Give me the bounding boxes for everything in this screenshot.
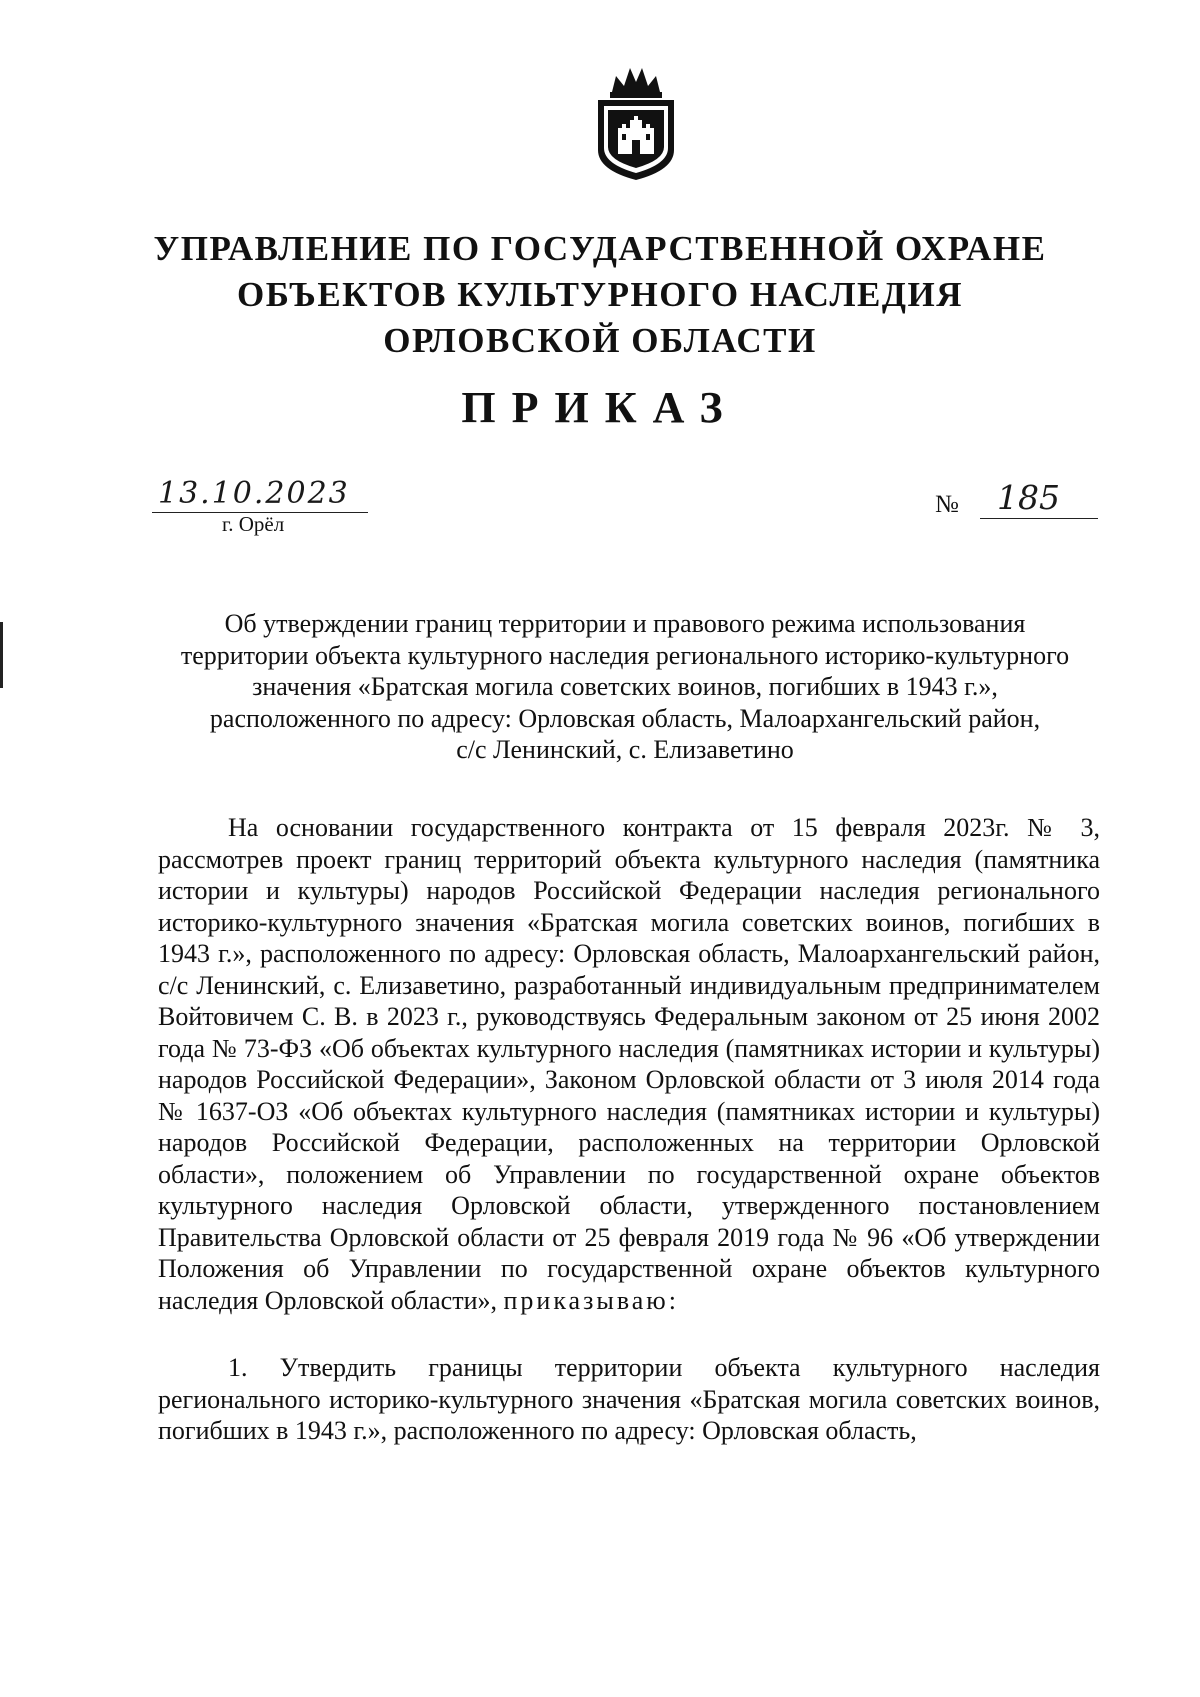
handwritten-number: 185: [997, 478, 1060, 517]
order-word: приказываю:: [503, 1285, 679, 1315]
org-title-line: УПРАВЛЕНИЕ ПО ГОСУДАРСТВЕННОЙ ОХРАНЕ: [153, 229, 1047, 268]
subject-line: значения «Братская могила советских воинов, погибших в 1943 г.»,: [252, 672, 998, 701]
preamble-paragraph: [158, 812, 1100, 1316]
subject-line: Об утверждении границ территории и правового режима использования: [224, 609, 1026, 638]
handwritten-date: 13.10.2023: [158, 476, 350, 511]
date-block: [150, 476, 370, 542]
order-body: [158, 812, 1100, 1447]
document-type: ПРИКАЗ: [461, 383, 739, 432]
number-sign: №: [935, 491, 959, 518]
scan-artifact: [0, 622, 3, 688]
preamble-text: На основании государственного контракта от 15 февраля 2023г. № 3, рассмотрев проект границ территорий объекта культурного наследия (памятника истории и культуры) народов Российской Федерации наследия регионального историко-культурного значения «Братская могила советских воинов, погибших в 1943 г.», расположенного по адресу: Орловская область, Малоархангельский район, с/с Ленинский, с. Елизаветино, разработанный индивидуальным предпринимателем Войтовичем С. В. в 2023 г., руководствуясь Федеральным законом от 25 июня 2002 года № 73-ФЗ «Об объектах культурного наследия (памятниках истории и культуры) народов Российской Федерации», Законом Орловской области от 3 июля 2014 года № 1637-ОЗ «Об объектах культурного наследия (памятниках истории и культуры) народов Российской Федерации, расположенных на территории Орловской области», положением об Управлении по государственной охране объектов культурного наследия Орловской области, утвержденного постановлением Правительства Орловской области от 25 февраля 2019 года № 96 «Об утверждении Положения об Управлении по государственной охране объектов культурного наследия Орловской области»,: [158, 813, 1100, 1315]
order-item-1: 1. Утвердить границы территории объекта культурного наследия регионального историко-культурного значения «Братская могила советских воинов, погибших в 1943 г.», расположенного по адресу: Орловская область,: [158, 1353, 1100, 1445]
org-title-line: ОРЛОВСКОЙ ОБЛАСТИ: [383, 321, 817, 360]
orel-coat-of-arms-icon: [592, 62, 680, 182]
number-block: [935, 478, 1100, 530]
subject-line: расположенного по адресу: Орловская область, Малоархангельский район,: [209, 703, 1041, 733]
city-label: г. Орёл: [222, 512, 285, 536]
org-title-line: ОБЪЕКТОВ КУЛЬТУРНОГО НАСЛЕДИЯ: [237, 275, 963, 314]
number-underline: [980, 518, 1098, 519]
subject-line: территории объекта культурного наследия регионального историко-культурного: [180, 640, 1070, 670]
subject-line: с/с Ленинский, с. Елизаветино: [456, 735, 794, 764]
organization-title: [150, 226, 1050, 364]
order-subject: [150, 608, 1100, 766]
